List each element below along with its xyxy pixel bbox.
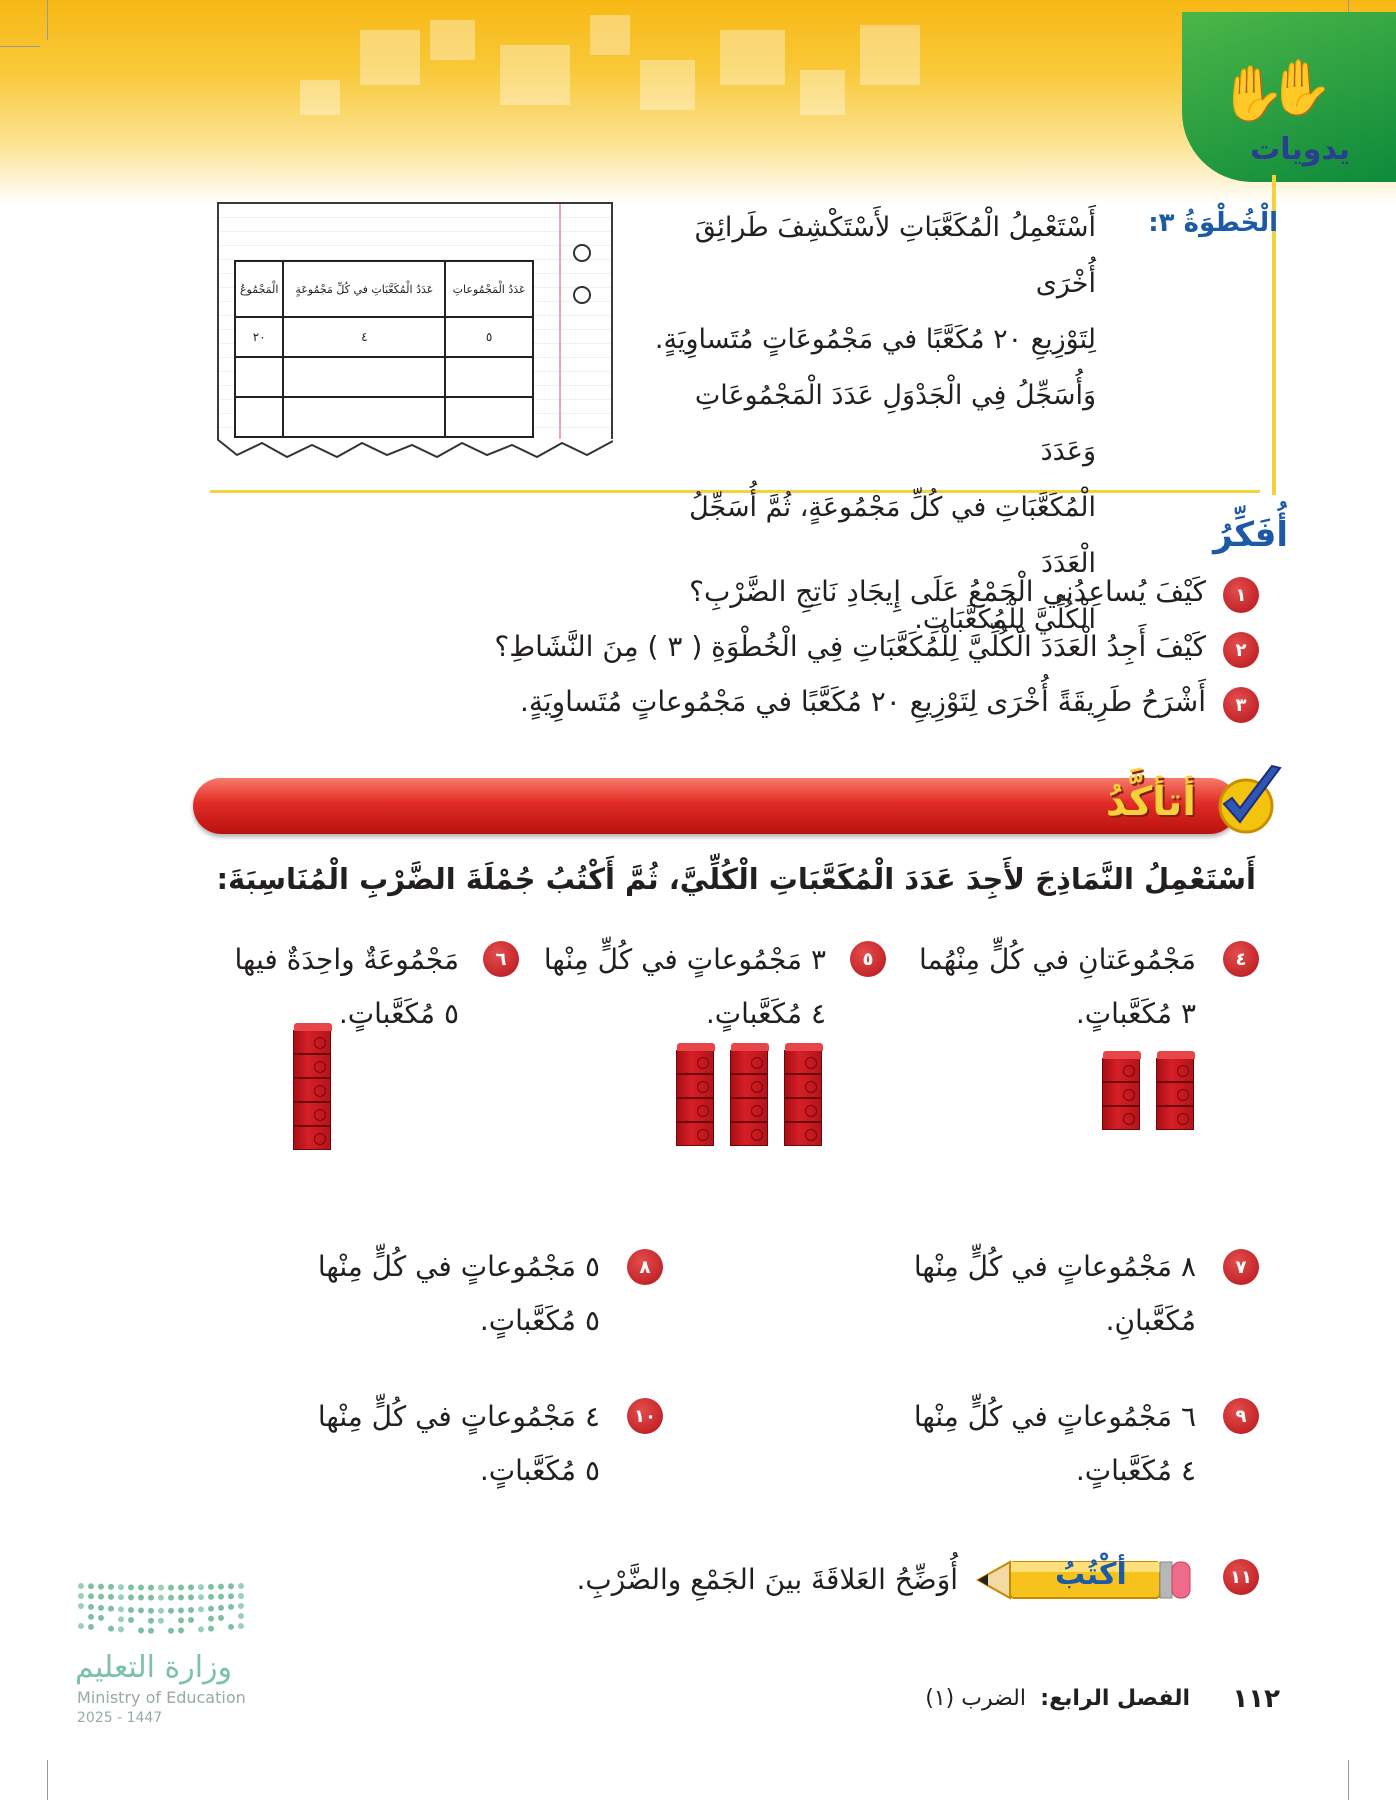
cube-knob bbox=[314, 1037, 326, 1049]
table-cell: ٥ bbox=[445, 317, 533, 357]
ministry-year: 2025 - 1447 bbox=[77, 1710, 163, 1726]
logo-dot bbox=[218, 1615, 224, 1621]
cube-knob bbox=[751, 1081, 763, 1093]
cube-knob bbox=[1177, 1089, 1189, 1101]
item-badge: ٧ bbox=[1223, 1249, 1259, 1285]
item-line: ٨ مَجْمُوعاتٍ في كُلٍّ مِنْها bbox=[913, 1250, 1196, 1283]
logo-dot bbox=[128, 1594, 134, 1600]
logo-dot bbox=[158, 1595, 164, 1601]
step-line: الْمُكَعَّبَاتِ في كُلِّ مَجْمُوعَةٍ، ثُمَّ أُسَجِّلُ الْعَدَدَ bbox=[689, 492, 1096, 579]
ministry-logo bbox=[75, 1580, 250, 1640]
cube-knob bbox=[1123, 1089, 1135, 1101]
notebook-margin bbox=[559, 204, 561, 439]
logo-dot bbox=[168, 1595, 174, 1601]
cube-knob bbox=[314, 1061, 326, 1073]
item-line: ٤ مَجْمُوعاتٍ في كُلٍّ مِنْها bbox=[317, 1400, 600, 1433]
logo-dot bbox=[188, 1607, 194, 1613]
cube bbox=[1102, 1106, 1140, 1130]
item-badge: ٤ bbox=[1223, 941, 1259, 977]
logo-dot bbox=[88, 1593, 94, 1599]
write-label: أكْتُبُ bbox=[1055, 1557, 1127, 1592]
logo-dot bbox=[98, 1594, 104, 1600]
logo-dot bbox=[138, 1607, 144, 1613]
logo-dot bbox=[208, 1616, 214, 1622]
step-line: وَأُسَجِّلُ فِي الْجَدْوَلِ عَدَدَ الْمَجْمُوعَاتِ وَعَدَدَ bbox=[694, 380, 1096, 467]
item-line: ٣ مُكَعَّباتٍ. bbox=[1075, 997, 1196, 1030]
cube bbox=[676, 1074, 714, 1098]
question-text: أَشْرَحُ طَرِيقَةً أُخْرَى لِتَوْزِيعِ ٢٠ مُكَعَّبًا في مَجْمُوعاتٍ مُتَساوِيَةٍ. bbox=[519, 685, 1206, 718]
item-text bbox=[318, 1390, 600, 1498]
cube bbox=[676, 1122, 714, 1146]
cube bbox=[784, 1098, 822, 1122]
item-line: ٥ مُكَعَّباتٍ. bbox=[479, 1304, 600, 1337]
manipulatives-tab bbox=[1182, 12, 1396, 182]
cube-knob bbox=[751, 1105, 763, 1117]
chapter-label: الفصل الرابع: bbox=[1040, 1686, 1190, 1711]
item-line: مَجْمُوعَةٌ واحِدَةٌ فيها bbox=[234, 943, 459, 976]
confirm-banner bbox=[193, 778, 1238, 834]
cube bbox=[730, 1098, 768, 1122]
logo-dot bbox=[238, 1613, 244, 1619]
groups-table bbox=[234, 260, 534, 438]
step-label: الْخُطْوَةُ ٣: bbox=[1148, 208, 1278, 238]
logo-dot bbox=[188, 1594, 194, 1600]
cube bbox=[1156, 1058, 1194, 1082]
table-header: عَدَدُ الْمَجْمُوعاتِ bbox=[445, 261, 533, 317]
cube-knob bbox=[1177, 1113, 1189, 1125]
logo-dot bbox=[198, 1606, 204, 1612]
item-text bbox=[919, 933, 1196, 1041]
table-row bbox=[235, 357, 533, 397]
table-row bbox=[235, 397, 533, 437]
cube-knob bbox=[314, 1109, 326, 1121]
cube-top bbox=[1157, 1051, 1195, 1059]
logo-dot bbox=[228, 1624, 234, 1630]
item-badge: ٩ bbox=[1223, 1398, 1259, 1434]
cube bbox=[730, 1074, 768, 1098]
logo-dot bbox=[98, 1584, 104, 1590]
torn-edge bbox=[217, 437, 613, 463]
logo-dot bbox=[208, 1606, 214, 1612]
cube-knob bbox=[751, 1129, 763, 1141]
cube bbox=[676, 1050, 714, 1074]
logo-dot bbox=[208, 1584, 214, 1590]
item-badge: ٨ bbox=[627, 1249, 663, 1285]
cube-knob bbox=[697, 1057, 709, 1069]
logo-dot bbox=[148, 1618, 154, 1624]
cube-knob bbox=[697, 1081, 709, 1093]
cube-top bbox=[785, 1043, 823, 1051]
logo-dot bbox=[238, 1593, 244, 1599]
logo-dot bbox=[218, 1594, 224, 1600]
item-badge: ١١ bbox=[1223, 1559, 1259, 1595]
logo-dot bbox=[88, 1624, 94, 1630]
logo-dot bbox=[138, 1627, 144, 1633]
cube-top bbox=[294, 1023, 332, 1031]
table-cell bbox=[445, 397, 533, 437]
cube-knob bbox=[1123, 1065, 1135, 1077]
logo-dot bbox=[198, 1626, 204, 1632]
cube bbox=[730, 1050, 768, 1074]
cube bbox=[293, 1126, 331, 1150]
write-text: أُوَضِّحُ العَلاقَةَ بينَ الجَمْعِ والضَّرْبِ. bbox=[576, 1563, 958, 1596]
notebook-paper bbox=[217, 202, 613, 439]
logo-dot bbox=[198, 1584, 204, 1590]
question-badge: ٣ bbox=[1223, 687, 1259, 723]
logo-dot bbox=[108, 1626, 114, 1632]
logo-dot bbox=[178, 1617, 184, 1623]
cube-knob bbox=[697, 1105, 709, 1117]
logo-dot bbox=[208, 1594, 214, 1600]
logo-dot bbox=[108, 1594, 114, 1600]
table-row bbox=[235, 317, 533, 357]
cube bbox=[1156, 1082, 1194, 1106]
logo-dot bbox=[88, 1583, 94, 1589]
table-cell bbox=[283, 397, 445, 437]
logo-dot bbox=[98, 1605, 104, 1611]
logo-dot bbox=[118, 1584, 124, 1590]
item-badge: ٦ bbox=[483, 941, 519, 977]
logo-dot bbox=[128, 1617, 134, 1623]
question-text: كَيْفَ يُساعِدُني الْجَمْعُ عَلَى إِيجَادِ نَاتِجِ الضَّرْبِ؟ bbox=[689, 575, 1206, 608]
cube-top bbox=[1103, 1051, 1141, 1059]
cube bbox=[1102, 1058, 1140, 1082]
hands-icon: ✋ bbox=[1218, 62, 1286, 125]
table-cell bbox=[235, 357, 283, 397]
logo-dot bbox=[78, 1603, 84, 1609]
page-number: ١١٢ bbox=[1232, 1684, 1280, 1714]
cube bbox=[784, 1074, 822, 1098]
logo-dot bbox=[98, 1615, 104, 1621]
item-line: ٥ مَجْمُوعاتٍ في كُلٍّ مِنْها bbox=[317, 1250, 600, 1283]
logo-dot bbox=[138, 1594, 144, 1600]
logo-dot bbox=[178, 1594, 184, 1600]
item-line: ٥ مُكَعَّباتٍ. bbox=[338, 997, 459, 1030]
cube-knob bbox=[1177, 1065, 1189, 1077]
cube-knob bbox=[805, 1081, 817, 1093]
table-cell bbox=[445, 357, 533, 397]
hands-icon: ✋ bbox=[1266, 56, 1334, 119]
logo-dot bbox=[118, 1626, 124, 1632]
item-line: مُكَعَّبانِ. bbox=[1105, 1304, 1196, 1337]
tab-label: يدويات bbox=[1250, 132, 1350, 167]
item-line: ٦ مَجْمُوعاتٍ في كُلٍّ مِنْها bbox=[913, 1400, 1196, 1433]
logo-dot bbox=[128, 1607, 134, 1613]
logo-dot bbox=[78, 1593, 84, 1599]
cube-knob bbox=[314, 1133, 326, 1145]
cube bbox=[1102, 1082, 1140, 1106]
cube-knob bbox=[697, 1129, 709, 1141]
item-badge: ١٠ bbox=[627, 1398, 663, 1434]
logo-dot bbox=[178, 1607, 184, 1613]
notebook-hole bbox=[573, 286, 591, 304]
logo-dot bbox=[118, 1606, 124, 1612]
logo-dot bbox=[238, 1583, 244, 1589]
logo-dot bbox=[158, 1618, 164, 1624]
confirm-title: أتأكَّدُ bbox=[1105, 779, 1196, 825]
item-text bbox=[914, 1240, 1196, 1348]
logo-dot bbox=[188, 1617, 194, 1623]
cube-knob bbox=[805, 1105, 817, 1117]
logo-dot bbox=[168, 1608, 174, 1614]
logo-dot bbox=[238, 1623, 244, 1629]
cube bbox=[784, 1122, 822, 1146]
ministry-name-ar: وزارة التعليم bbox=[75, 1650, 233, 1685]
item-badge: ٥ bbox=[850, 941, 886, 977]
cube bbox=[676, 1098, 714, 1122]
think-title: أُفَكِّرُ bbox=[1213, 515, 1288, 555]
step-line: أَسْتَعْمِلُ الْمُكَعَّبَاتِ لأَسْتَكْشِفَ طَرائِقَ أُخْرَى bbox=[694, 212, 1096, 299]
item-text bbox=[914, 1390, 1196, 1498]
logo-dot bbox=[188, 1584, 194, 1590]
ministry-name-en: Ministry of Education bbox=[77, 1688, 246, 1707]
item-line: مَجْمُوعَتانِ في كُلٍّ مِنْهُما bbox=[918, 943, 1196, 976]
cube-knob bbox=[805, 1129, 817, 1141]
logo-dot bbox=[228, 1583, 234, 1589]
logo-dot bbox=[138, 1584, 144, 1590]
logo-dot bbox=[168, 1628, 174, 1634]
logo-dot bbox=[148, 1608, 154, 1614]
cube-top bbox=[731, 1043, 769, 1051]
cube bbox=[293, 1102, 331, 1126]
cube bbox=[730, 1122, 768, 1146]
logo-dot bbox=[88, 1604, 94, 1610]
item-text bbox=[544, 933, 826, 1041]
logo-dot bbox=[218, 1584, 224, 1590]
table-cell: ٢٠ bbox=[235, 317, 283, 357]
logo-dot bbox=[238, 1603, 244, 1609]
logo-dot bbox=[168, 1585, 174, 1591]
question-text: كَيْفَ أَجِدُ الْعَدَدَ الْكُلِّيَّ لِلْمُكَعَّبَاتِ فِي الْخُطْوَةِ ( ٣ ) مِنَ النَّشَاطِ؟ bbox=[494, 630, 1206, 663]
table-cell: ٤ bbox=[283, 317, 445, 357]
cube bbox=[293, 1078, 331, 1102]
cube bbox=[293, 1030, 331, 1054]
cube bbox=[1156, 1106, 1194, 1130]
logo-dot bbox=[88, 1614, 94, 1620]
logo-dot bbox=[158, 1608, 164, 1614]
table-header: الْمَجْمُوعُ bbox=[235, 261, 283, 317]
step-line: الْكُلِّيَّ لِلْمُكَعَّبَاتِ. bbox=[914, 604, 1096, 635]
cube-knob bbox=[1123, 1113, 1135, 1125]
question-badge: ٢ bbox=[1223, 632, 1259, 668]
cube bbox=[784, 1050, 822, 1074]
logo-dot bbox=[218, 1605, 224, 1611]
item-line: ٥ مُكَعَّباتٍ. bbox=[479, 1454, 600, 1487]
question-badge: ١ bbox=[1223, 577, 1259, 613]
notebook-hole bbox=[573, 244, 591, 262]
logo-dot bbox=[78, 1583, 84, 1589]
instruction-text: أَسْتَعْمِلُ النَّمَاذِجَ لأَجِدَ عَدَدَ الْمُكَعَّبَاتِ الْكُلِّيَّ، ثُمَّ أَكْتُبُ جُمْلَةَ الضَّرْبِ الْمُنَاسِبَةَ: bbox=[216, 862, 1256, 896]
logo-dot bbox=[228, 1604, 234, 1610]
logo-dot bbox=[118, 1616, 124, 1622]
logo-dot bbox=[108, 1584, 114, 1590]
cube-knob bbox=[314, 1085, 326, 1097]
logo-dot bbox=[148, 1595, 154, 1601]
item-text bbox=[235, 933, 460, 1041]
table-cell bbox=[283, 357, 445, 397]
item-line: ٤ مُكَعَّباتٍ. bbox=[705, 997, 826, 1030]
table-header: عَدَدُ الْمُكَعَّبَاتِ في كُلِّ مَجْمُوعَةٍ bbox=[283, 261, 445, 317]
logo-dot bbox=[158, 1585, 164, 1591]
logo-dot bbox=[198, 1594, 204, 1600]
cube-knob bbox=[805, 1057, 817, 1069]
logo-dot bbox=[148, 1628, 154, 1634]
logo-dot bbox=[208, 1626, 214, 1632]
logo-dot bbox=[178, 1627, 184, 1633]
cube bbox=[293, 1054, 331, 1078]
table-header-row bbox=[235, 261, 533, 317]
checkmark-icon bbox=[1210, 760, 1288, 838]
logo-dot bbox=[108, 1606, 114, 1612]
logo-dot bbox=[228, 1593, 234, 1599]
cube-top bbox=[677, 1043, 715, 1051]
cube-knob bbox=[751, 1057, 763, 1069]
step-line: لِتَوْزِيعِ ٢٠ مُكَعَّبًا في مَجْمُوعَاتٍ مُتَساوِيَةٍ. bbox=[654, 324, 1096, 355]
item-line: ٣ مَجْمُوعاتٍ في كُلٍّ مِنْها bbox=[543, 943, 826, 976]
logo-dot bbox=[128, 1584, 134, 1590]
item-line: ٤ مُكَعَّباتٍ. bbox=[1075, 1454, 1196, 1487]
logo-dot bbox=[78, 1623, 84, 1629]
logo-dot bbox=[178, 1584, 184, 1590]
logo-dot bbox=[148, 1585, 154, 1591]
chapter-topic: الضرب (١) bbox=[925, 1686, 1026, 1711]
logo-dot bbox=[118, 1594, 124, 1600]
item-text bbox=[318, 1240, 600, 1348]
table-cell bbox=[235, 397, 283, 437]
